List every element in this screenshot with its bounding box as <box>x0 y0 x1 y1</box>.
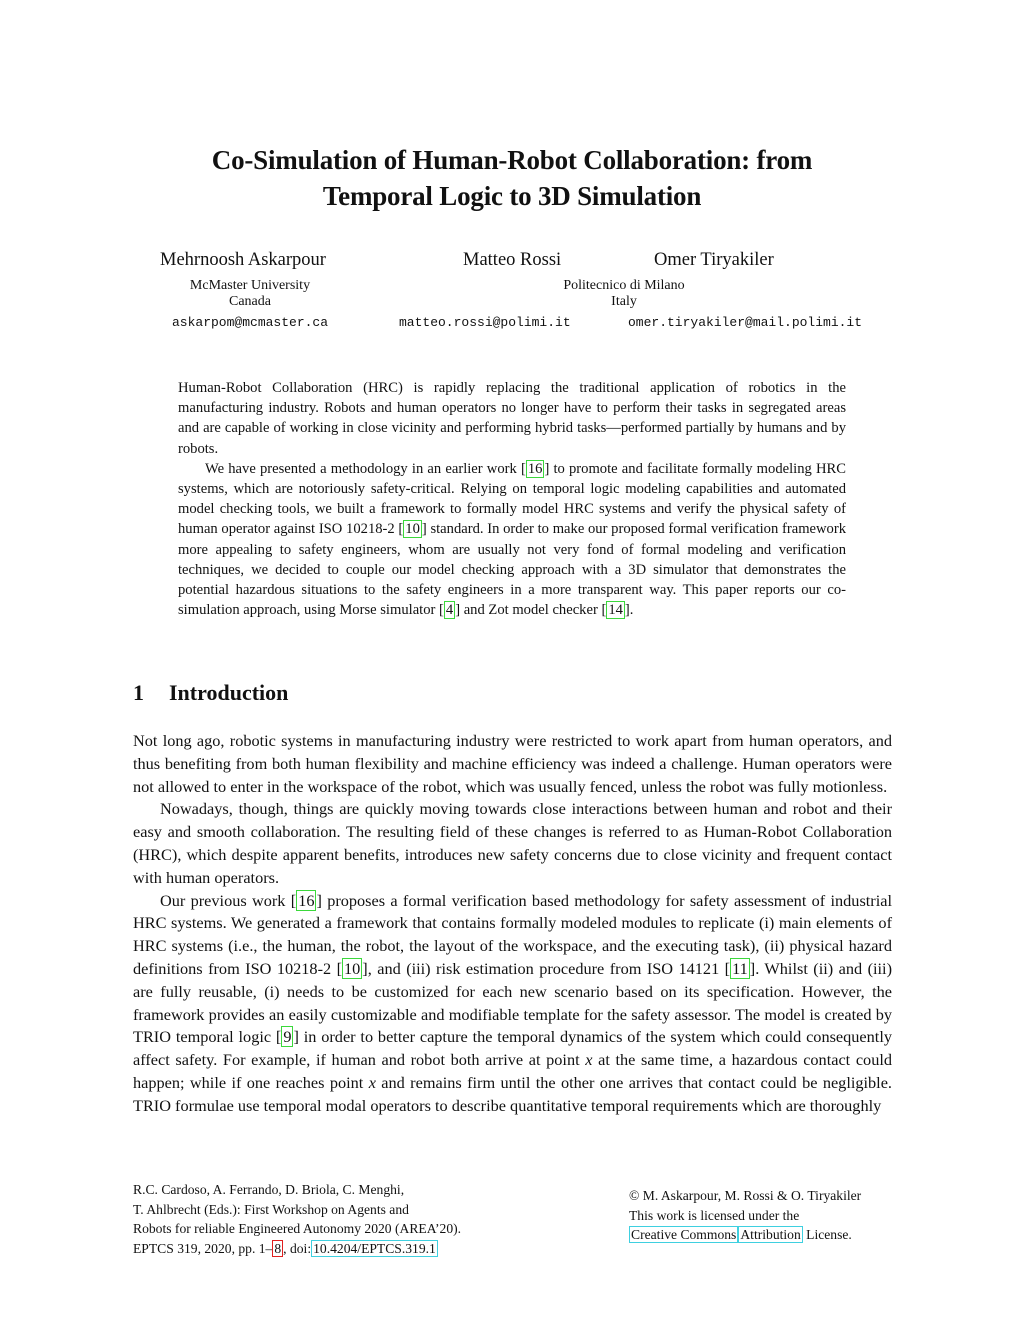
citation-link-10[interactable]: 10 <box>405 521 420 538</box>
publication-pages: EPTCS 319, 2020, pp. 1– <box>133 1240 273 1256</box>
abstract-text: ] standard. In order to make our proposed formal verification framework more appealing to safety engineers, whom are usually not very fond of formal modeling and verification techniques, we decided to couple our model checking approach with a 3D simulator that demonstrates the potential hazardous situations to the safety engineers in a more transparent way. This paper reports our co-simulation approach, using Morse simulator [ <box>178 521 847 619</box>
body-paragraph-3 <box>133 890 892 1118</box>
affiliation-mcmaster-line2: Canada <box>229 294 271 309</box>
citation-link-11[interactable]: 11 <box>732 958 748 978</box>
author-name-askarpour: Mehrnoosh Askarpour <box>160 250 326 270</box>
body-paragraph-2: Nowadays, though, things are quickly moving towards close interactions between human and robot and their easy and smooth collaboration. The resulting field of these changes is referred to as Human-Robot Collaboration (HRC), which despite apparent benefits, introduces new safety concerns due to close vicinity and frequent contact with human operators. <box>133 799 892 887</box>
introduction-body <box>133 730 892 1118</box>
body-text: at the same time, a hazardous contact could happen; while if one reaches point <box>133 1050 892 1092</box>
math-variable-x: x <box>585 1050 593 1070</box>
affiliation-mcmaster <box>150 278 350 310</box>
doi-link[interactable]: 10.4204/EPTCS.319.1 <box>313 1240 436 1256</box>
title-line-1: Co-Simulation of Human-Robot Collaboration: from <box>211 145 813 175</box>
creative-commons-link[interactable]: Creative Commons <box>631 1227 737 1242</box>
affiliation-mcmaster-line1: McMaster University <box>189 278 311 293</box>
body-text: ] in order to better capture the temporal dynamics of the system which could consequently affect safety. For example, if human and robot both arrive at point <box>133 1027 892 1070</box>
email-rossi: matteo.rossi@polimi.it <box>399 315 571 330</box>
affiliation-polimi-line1: Politecnico di Milano <box>563 278 685 293</box>
license-line: This work is licensed under the <box>629 1207 800 1223</box>
attribution-link[interactable]: Attribution <box>740 1227 801 1242</box>
abstract-text: ]. <box>624 602 634 619</box>
body-text: and remains firm until the other one arrives that contact could be negligible. TRIO formulae use temporal modal operators to describe quantitative temporal requirements which are thoroughly <box>133 1072 892 1115</box>
author-name-tiryakiler: Omer Tiryakiler <box>654 250 774 270</box>
body-text: ] proposes a formal verification based methodology for safety assessment of industrial HRC systems. We generated a framework that contains formally modeled modules to replicate (i) main elements of HRC systems (i.e., the human, the robot, the layout of the workspace, and the executing task), (ii) physical hazard definitions from ISO 10218-2 [ <box>133 890 893 978</box>
publication-line-4 <box>133 1239 461 1259</box>
license-end-text: License. <box>802 1227 852 1242</box>
section-title: Introduction <box>169 680 289 705</box>
publication-line-2: T. Ahlbrecht (Eds.): First Workshop on Agents and <box>133 1201 409 1217</box>
abstract-text: ] and Zot model checker [ <box>455 602 607 619</box>
body-paragraph-1: Not long ago, robotic systems in manufacturing industry were restricted to work apart from human operators, and thus benefiting from both human flexibility and machine efficiency was indeed a challenge. Human operators were not allowed to enter in the workspace of the robot, which was usually fenced, unless the robot was fully motionless. <box>133 731 892 796</box>
abstract-text: We have presented a methodology in an earlier work [ <box>205 460 526 477</box>
email-tiryakiler: omer.tiryakiler@mail.polimi.it <box>628 315 863 330</box>
paper-title <box>0 142 1024 214</box>
doi-label: , doi: <box>283 1240 312 1256</box>
affiliation-polimi-line2: Italy <box>611 294 637 309</box>
publication-line-3: Robots for reliable Engineered Autonomy 2020 (AREA’20). <box>133 1221 462 1236</box>
publication-info <box>133 1180 461 1258</box>
abstract-paragraph-2 <box>178 459 846 621</box>
abstract-paragraph-1: Human-Robot Collaboration (HRC) is rapidly replacing the traditional application of robotics in the manufacturing industry. Robots and human operators no longer have to perform their tasks in segregated areas and are capable of working in close vicinity and performing hybrid tasks—performed partially by humans and by robots. <box>178 380 846 457</box>
citation-link-14[interactable]: 14 <box>608 602 623 619</box>
last-page-link[interactable]: 8 <box>274 1240 282 1256</box>
section-heading-introduction <box>133 680 288 706</box>
publication-line-1: R.C. Cardoso, A. Ferrando, D. Briola, C. Menghi, <box>133 1182 405 1197</box>
section-number: 1 <box>133 680 144 705</box>
email-askarpour: askarpom@mcmaster.ca <box>172 315 329 330</box>
abstract-text: ] to promote and facilitate formally modeling HRC systems, which are notoriously safety-critical. Relying on temporal logic modeling capabilities and automated model checking tools, we built a framework to formally model HRC systems and verify the physical safety of human operator against ISO 10218-2 [ <box>178 460 846 538</box>
citation-link-4[interactable]: 4 <box>445 602 454 619</box>
citation-link-10[interactable]: 10 <box>344 958 361 978</box>
license-info <box>629 1186 861 1245</box>
math-variable-x: x <box>368 1072 376 1092</box>
title-line-2: Temporal Logic to 3D Simulation <box>322 181 702 211</box>
body-text: ]. Whilst (ii) and (iii) are fully reusable, (i) needs to be customized for each new scenario based on its specification. However, the framework provides an easily customizable and modifiable template for the safety assessor. The model is created by TRIO temporal logic [ <box>133 958 892 1047</box>
affiliation-polimi <box>524 278 724 310</box>
license-links <box>629 1225 861 1245</box>
abstract <box>178 378 846 620</box>
citation-link-16[interactable]: 16 <box>527 460 543 477</box>
copyright-line: © M. Askarpour, M. Rossi & O. Tiryakiler <box>629 1188 862 1203</box>
body-text: Our previous work [ <box>160 890 297 910</box>
author-name-rossi: Matteo Rossi <box>463 250 562 270</box>
body-text: ], and (iii) risk estimation procedure from ISO 14121 [ <box>362 958 731 978</box>
citation-link-16[interactable]: 16 <box>298 890 315 910</box>
citation-link-9[interactable]: 9 <box>283 1027 292 1047</box>
